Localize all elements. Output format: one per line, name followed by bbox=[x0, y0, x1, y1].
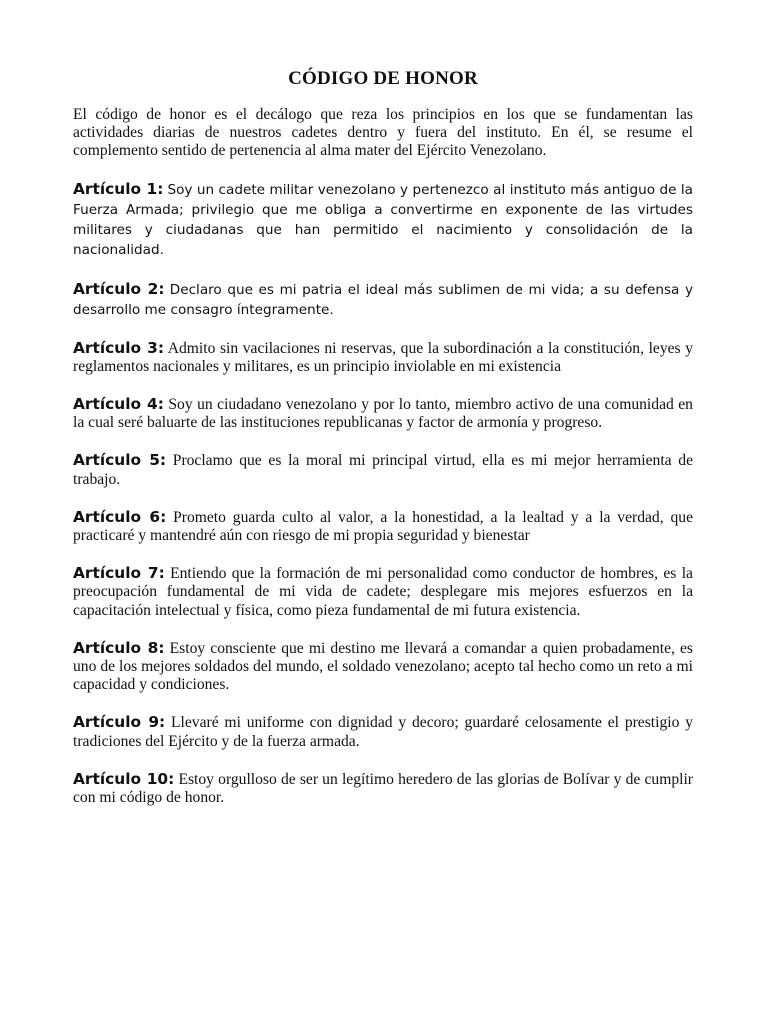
article-8 bbox=[73, 639, 693, 695]
article-text: Entiendo que la formación de mi personalidad como conductor de hombres, es la preocupación fundamental de mi vida de cadete; desplegare mis mejores esfuerzos en la capacitación intelectual y física, como pieza fundamental de mi futura existencia. bbox=[73, 565, 693, 619]
article-label: Artículo 3: bbox=[73, 338, 164, 357]
article-label: Artículo 6: bbox=[73, 507, 167, 526]
article-7 bbox=[73, 564, 693, 620]
intro-paragraph: El código de honor es el decálogo que reza los principios en los que se fundamentan las actividades diarias de nuestros cadetes dentro y fuera del instituto. En él, se resume el complemento sentido de pertenencia al alma mater del Ejército Venezolano. bbox=[73, 106, 693, 160]
article-9 bbox=[73, 713, 693, 750]
article-10 bbox=[73, 770, 693, 807]
article-label: Artículo 7: bbox=[73, 564, 165, 583]
article-2 bbox=[73, 279, 693, 320]
article-text: Prometo guarda culto al valor, a la honestidad, a la lealtad y a la verdad, que practicaré y mantendré aún con riesgo de mi propia seguridad y bienestar bbox=[73, 508, 693, 545]
article-text: Declaro que es mi patria el ideal más sublimen de mi vida; a su defensa y desarrollo me consagro íntegramente. bbox=[73, 281, 693, 318]
article-text: Llevaré mi uniforme con dignidad y decoro; guardaré celosamente el prestigio y tradiciones del Ejército y de la fuerza armada. bbox=[73, 714, 693, 750]
article-text: Proclamo que es la moral mi principal virtud, ella es mi mejor herramienta de trabajo. bbox=[73, 452, 693, 488]
article-4 bbox=[73, 395, 693, 432]
article-5 bbox=[73, 451, 693, 488]
article-6 bbox=[73, 508, 693, 545]
article-text: Estoy orgulloso de ser un legítimo heredero de las glorias de Bolívar y de cumplir con mi código de honor. bbox=[73, 770, 693, 807]
article-label: Artículo 4: bbox=[73, 395, 164, 414]
document-title: CÓDIGO DE HONOR bbox=[288, 68, 478, 89]
article-text: Soy un ciudadano venezolano y por lo tanto, miembro activo de una comunidad en la cual seré baluarte de las instituciones republicanas y factor de armonía y progreso. bbox=[73, 396, 693, 432]
article-label: Artículo 5: bbox=[73, 451, 167, 470]
article-1 bbox=[73, 179, 693, 260]
article-label: Artículo 9: bbox=[73, 713, 166, 732]
article-label: Artículo 10: bbox=[73, 769, 175, 788]
article-text: Estoy consciente que mi destino me llevará a comandar a quien probadamente, es uno de los mejores soldados del mundo, el soldado venezolano; acepto tal hecho como un reto a mi capacidad y condiciones. bbox=[73, 639, 694, 694]
article-label: Artículo 2: bbox=[73, 279, 165, 298]
article-text: Admito sin vacilaciones ni reservas, que la subordinación a la constitución, leyes y reglamentos nacionales y militares, es un principio inviolable en mi existencia bbox=[73, 339, 693, 375]
article-label: Artículo 8: bbox=[73, 638, 165, 657]
article-text: Soy un cadete militar venezolano y pertenezco al instituto más antiguo de la Fuerza Armada; privilegio que me obliga a convertirme en exponente de las virtudes militares y ciudadanas que han permitido el nacimiento y consolidación de la nacionalidad. bbox=[73, 181, 693, 258]
article-label: Artículo 1: bbox=[73, 179, 164, 198]
document-page bbox=[73, 66, 693, 826]
article-3 bbox=[73, 339, 693, 376]
